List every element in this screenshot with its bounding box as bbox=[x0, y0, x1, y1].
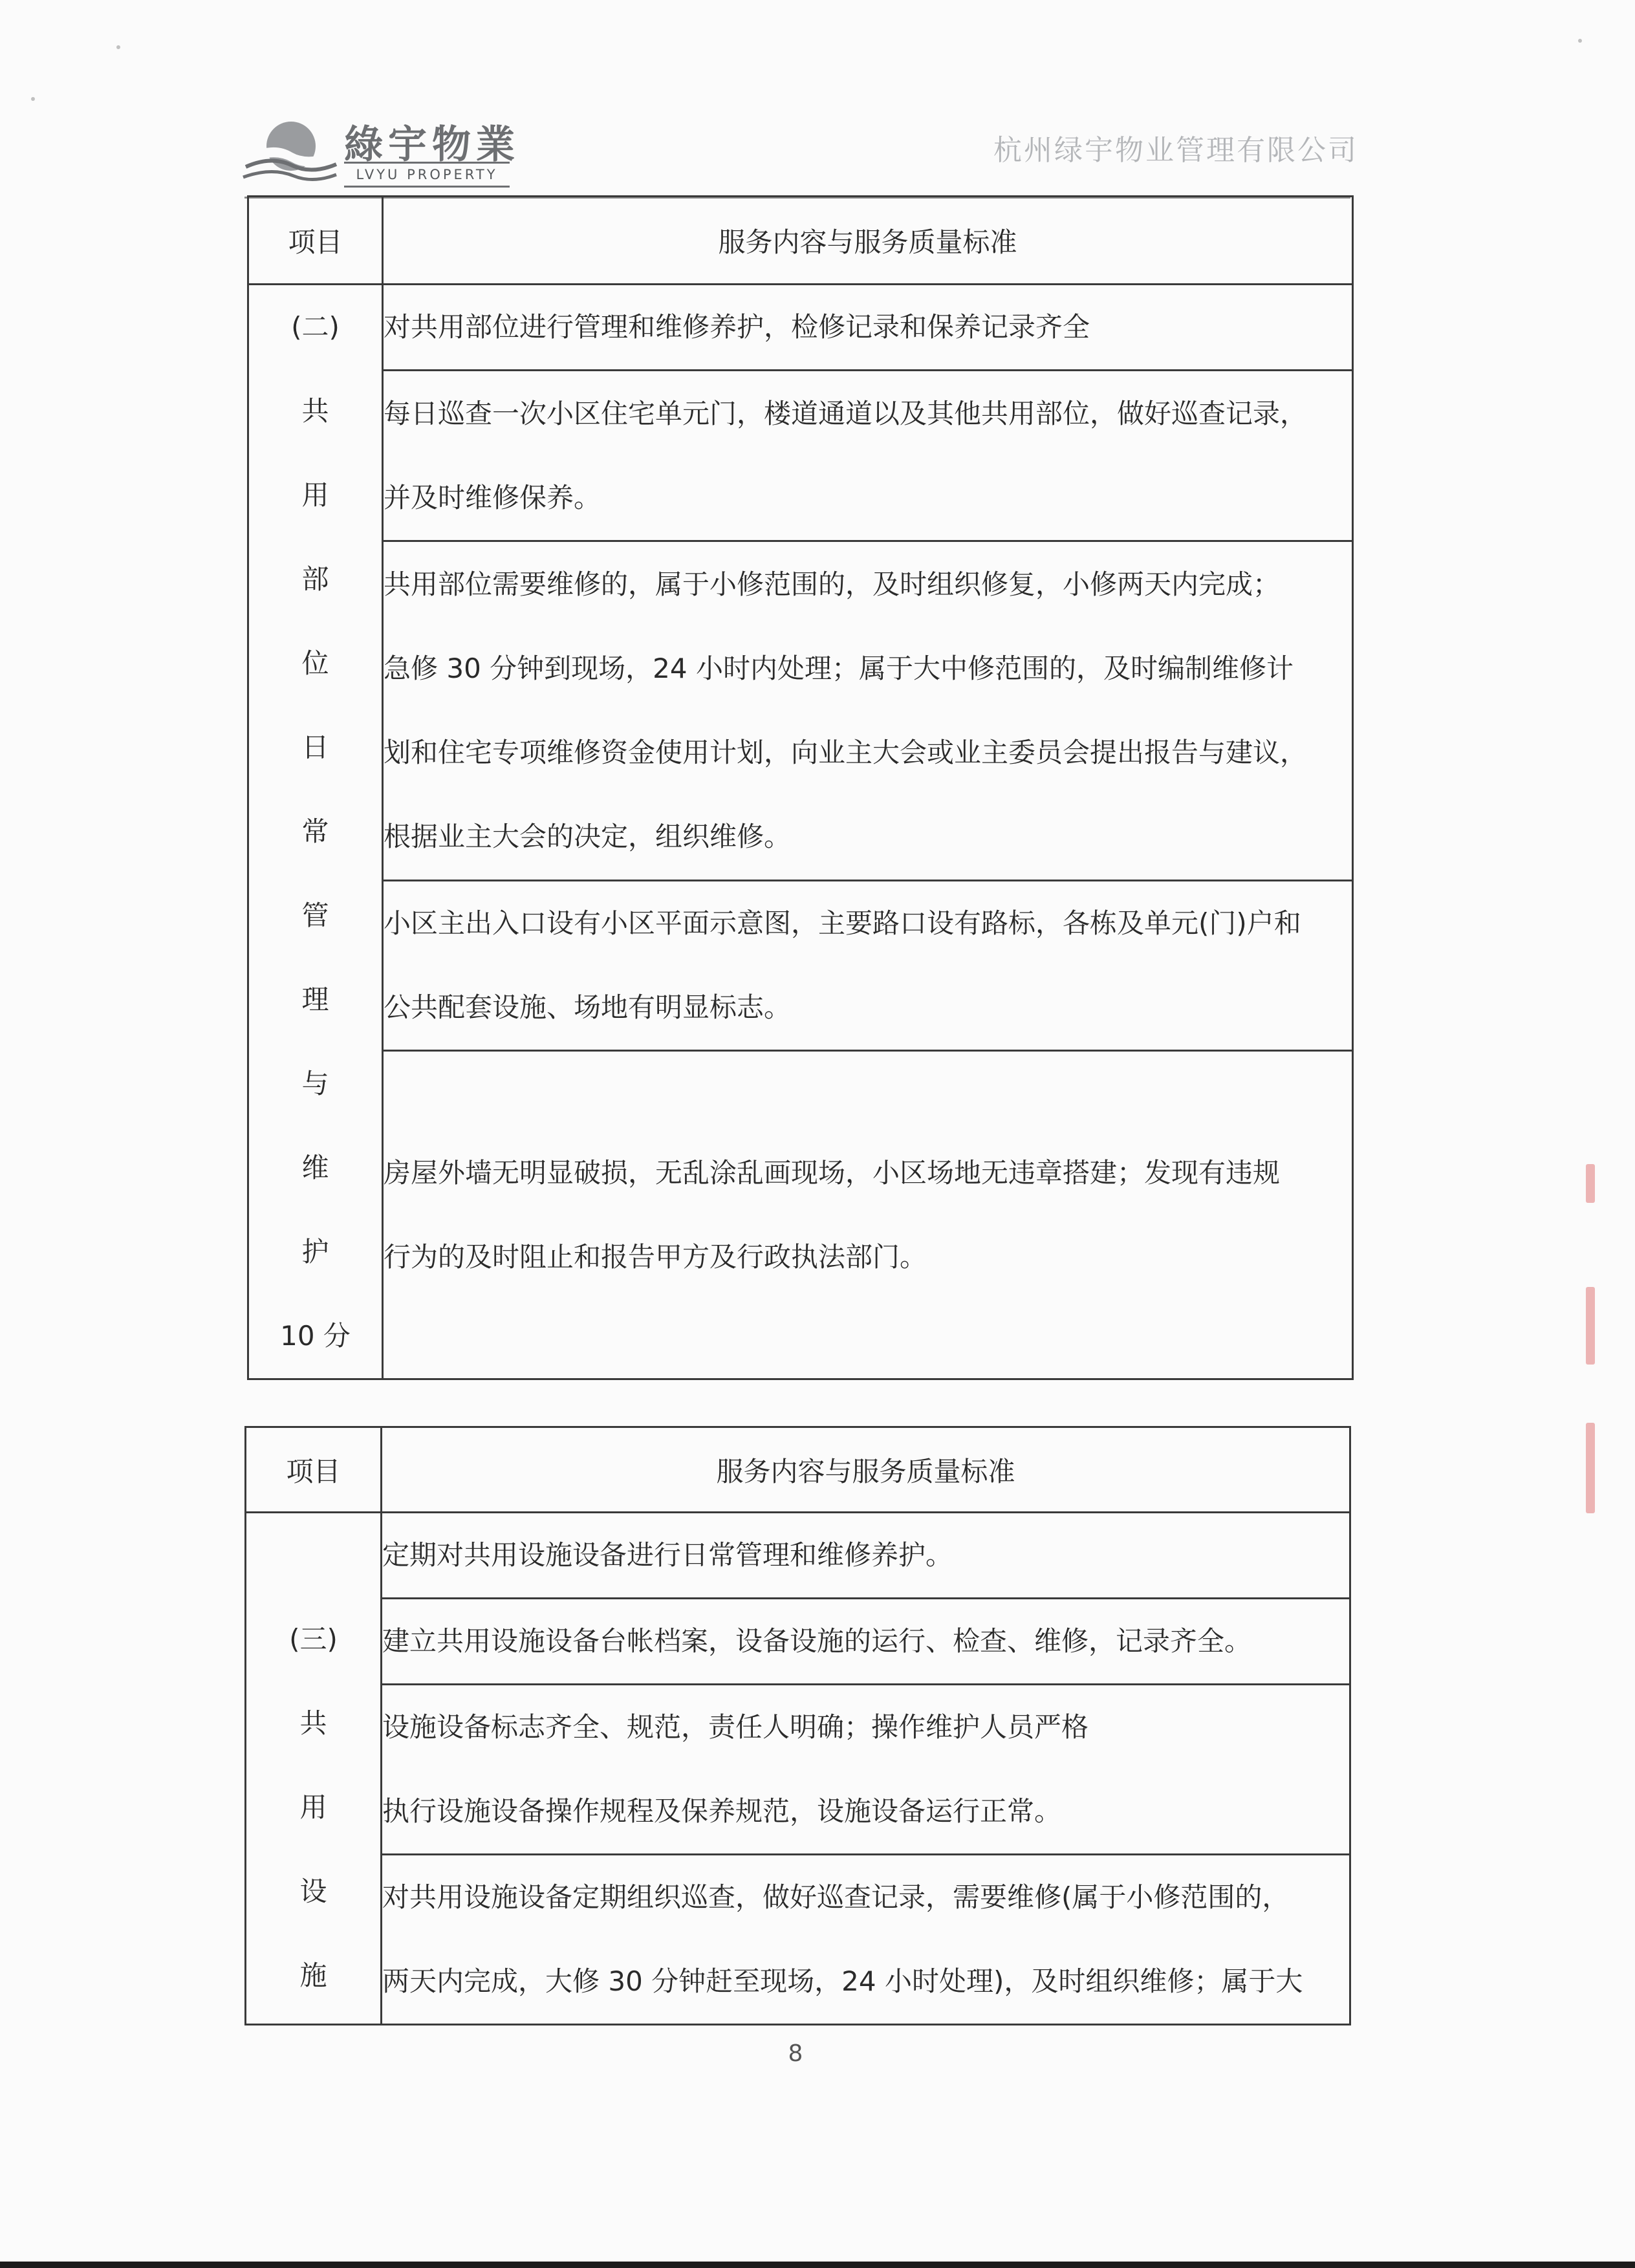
company-logo bbox=[241, 110, 520, 188]
header-content: 服务内容与服务质量标准 bbox=[382, 1427, 1350, 1513]
scan-speck bbox=[116, 45, 120, 49]
section-char: 护 bbox=[301, 1236, 329, 1268]
header-content: 服务内容与服务质量标准 bbox=[383, 197, 1353, 285]
section-char: 10 分 bbox=[280, 1320, 351, 1352]
logo-english-name: LVYU PROPERTY bbox=[344, 162, 510, 188]
content-line: 共用部位需要维修的，属于小修范围的，及时组织修复，小修两天内完成； bbox=[384, 568, 1281, 600]
content-line: 两天内完成，大修 30 分钟赶至现场，24 小时处理)，及时组织维修；属于大 bbox=[382, 1965, 1303, 1997]
content-cell bbox=[383, 541, 1353, 881]
table-row bbox=[246, 1685, 1350, 1855]
section-char: 日 bbox=[301, 731, 329, 763]
table-row bbox=[248, 285, 1353, 371]
content-cell bbox=[383, 1051, 1353, 1379]
table-row bbox=[248, 541, 1353, 881]
header-item: 项目 bbox=[248, 197, 383, 285]
section-label-common-parts bbox=[248, 285, 383, 1379]
content-line: 执行设施设备操作规程及保养规范，设施设备运行正常。 bbox=[382, 1795, 1062, 1827]
page-number: 8 bbox=[788, 2040, 803, 2067]
table-header-row bbox=[246, 1427, 1350, 1513]
table-header-row bbox=[248, 197, 1353, 285]
section-char: 施 bbox=[299, 1960, 327, 1991]
table-row bbox=[248, 371, 1353, 541]
logo-chinese-name: 綠宇物業 bbox=[344, 122, 520, 167]
wave-logo-icon bbox=[241, 115, 338, 186]
seal-fragment bbox=[1586, 1423, 1595, 1513]
scan-bottom-band bbox=[0, 2262, 1635, 2268]
content-line: 对共用设施设备定期组织巡查，做好巡查记录，需要维修(属于小修范围的， bbox=[382, 1881, 1290, 1913]
section-char: (三) bbox=[289, 1623, 338, 1655]
table-row bbox=[248, 880, 1353, 1051]
content-cell bbox=[382, 1685, 1350, 1855]
content-line: 小区主出入口设有小区平面示意图，主要路口设有路标，各栋及单元(门)户和 bbox=[384, 907, 1301, 940]
content-cell bbox=[382, 1599, 1350, 1685]
section-char: 用 bbox=[299, 1791, 327, 1823]
content-cell bbox=[382, 1855, 1350, 2025]
content-line: 根据业主大会的决定，组织维修。 bbox=[384, 820, 792, 852]
table-row bbox=[246, 1513, 1350, 1599]
section-char: 与 bbox=[301, 1068, 329, 1099]
section-char: 共 bbox=[301, 395, 329, 427]
content-line: 公共配套设施、场地有明显标志。 bbox=[384, 991, 792, 1024]
table-row bbox=[246, 1855, 1350, 2025]
seal-fragment bbox=[1586, 1164, 1595, 1203]
content-line: 设施设备标志齐全、规范，责任人明确；操作维护人员严格 bbox=[382, 1711, 1089, 1743]
scan-speck bbox=[1578, 39, 1582, 43]
content-cell bbox=[383, 285, 1353, 371]
content-line: 建立共用设施设备台帐档案，设备设施的运行、检查、维修，记录齐全。 bbox=[382, 1625, 1252, 1657]
section-char: 用 bbox=[301, 479, 329, 511]
section-char: 设 bbox=[299, 1875, 327, 1907]
section-char: 维 bbox=[301, 1152, 329, 1183]
table-row bbox=[248, 1051, 1353, 1379]
section-label-common-facilities bbox=[246, 1513, 382, 2025]
service-table-common-parts bbox=[247, 195, 1354, 1380]
content-line: 定期对共用设施设备进行日常管理和维修养护。 bbox=[382, 1539, 953, 1571]
content-line: 每日巡查一次小区住宅单元门，楼道通道以及其他共用部位，做好巡查记录， bbox=[384, 397, 1308, 429]
content-line: 急修 30 分钟到现场，24 小时内处理；属于大中修范围的，及时编制维修计 bbox=[384, 652, 1294, 684]
table-row bbox=[246, 1599, 1350, 1685]
section-char: 常 bbox=[301, 815, 329, 847]
content-line: 行为的及时阻止和报告甲方及行政执法部门。 bbox=[384, 1240, 927, 1273]
content-line: 并及时维修保养。 bbox=[384, 481, 601, 513]
service-table-common-facilities bbox=[244, 1426, 1351, 2025]
section-char: 共 bbox=[299, 1707, 327, 1739]
section-char: 位 bbox=[301, 647, 329, 679]
section-char: 管 bbox=[301, 900, 329, 931]
content-cell bbox=[383, 371, 1353, 541]
header-item: 项目 bbox=[246, 1427, 382, 1513]
seal-fragment bbox=[1586, 1287, 1595, 1365]
content-line: 对共用部位进行管理和维修养护，检修记录和保养记录齐全 bbox=[384, 311, 1090, 343]
company-name: 杭州绿宇物业管理有限公司 bbox=[993, 134, 1358, 167]
scan-speck bbox=[31, 97, 35, 101]
content-line: 房屋外墙无明显破损，无乱涂乱画现场，小区场地无违章搭建；发现有违规 bbox=[384, 1156, 1281, 1189]
section-char: (二) bbox=[291, 311, 340, 343]
content-cell bbox=[383, 880, 1353, 1051]
content-cell bbox=[382, 1513, 1350, 1599]
content-line: 划和住宅专项维修资金使用计划，向业主大会或业主委员会提出报告与建议， bbox=[384, 736, 1308, 768]
section-char: 部 bbox=[301, 563, 329, 595]
section-char: 理 bbox=[301, 984, 329, 1015]
